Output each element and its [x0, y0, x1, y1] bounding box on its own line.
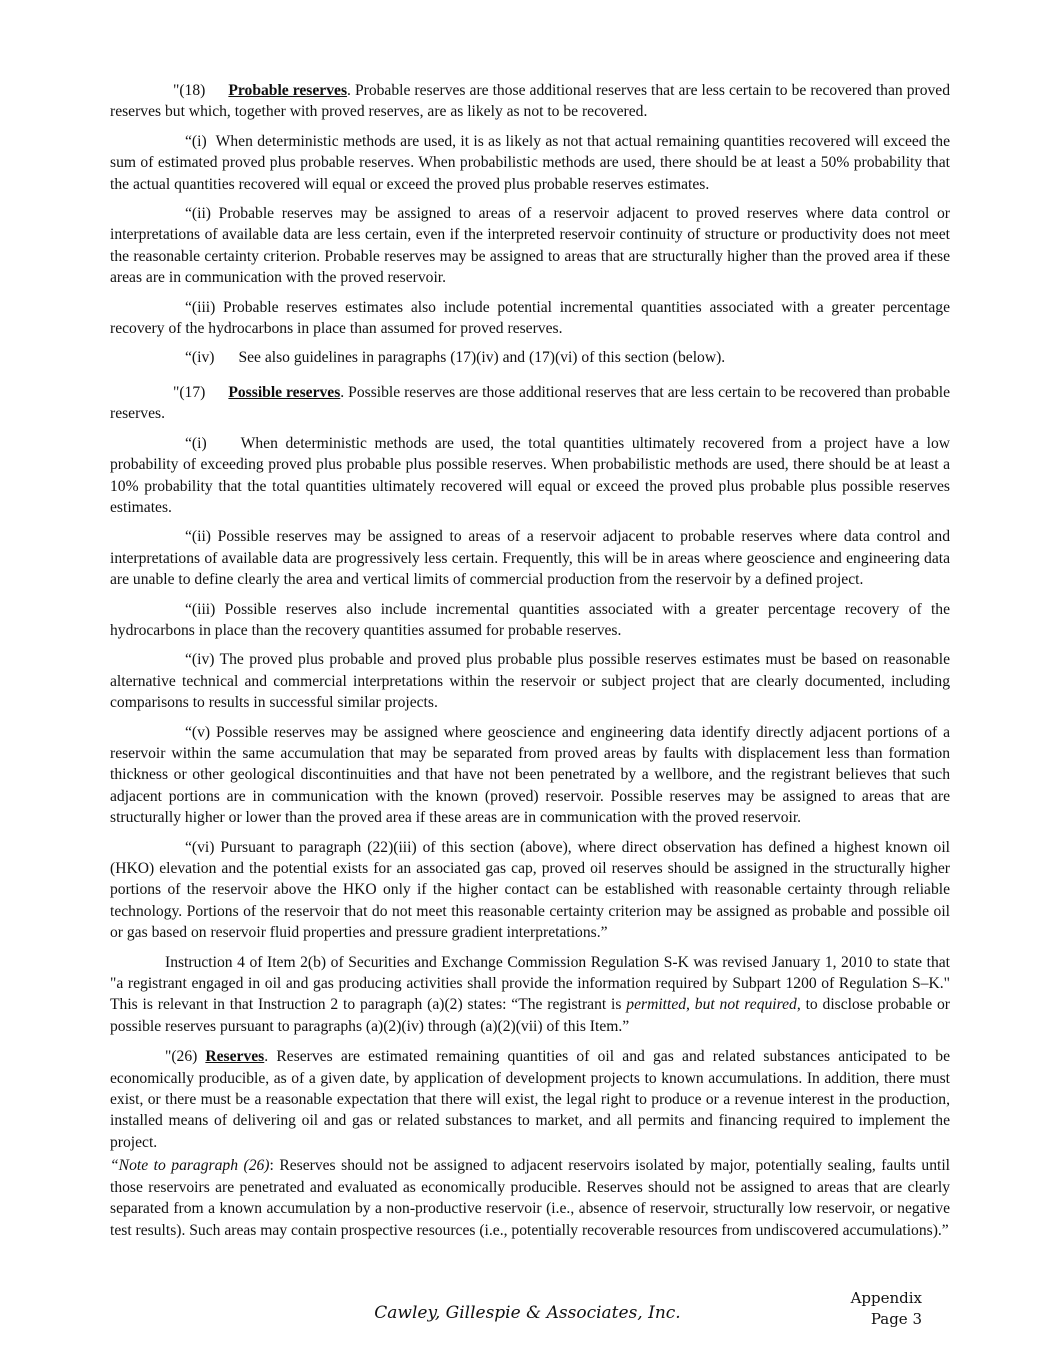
note-26-body: : Reserves should not be assigned to adjacent reservoirs isolated by major, potentially sealing, faults until those reservoirs are penetrated and evaluated as economically producible. Reserves should not be assigned to areas that are clearly separated from a known accumulation by a non-productive reservoir (i.e., absence of reservoir, structurally low reservoir, or negative test results). Such areas may contain prospective resources (i.e., potentially recoverable resources from undiscovered accumulations).” — [110, 1157, 950, 1239]
footer-appendix-block — [851, 1288, 922, 1330]
note-26-label: “Note to paragraph (26) — [110, 1157, 270, 1175]
paragraph-17-i-number: “(i) — [185, 434, 207, 452]
paragraph-26-number: "(26) — [165, 1048, 198, 1066]
paragraph-17-iii-body: “(iii) Possible reserves also include incremental quantities associated with a greater percentage recovery of the hydrocarbons in place than the recovery quantities assumed for probable reserves. — [110, 600, 950, 639]
paragraph-18-i-body: When deterministic methods are used, it is as likely as not that actual remaining quantities recovered will exceed the sum of estimated proved plus probable reserves. When probabilistic methods are used, there should be at least a 50% probability that the actual quantities recovered will equal or exceed the proved plus probable reserves estimates. — [110, 132, 950, 193]
paragraph-17 — [110, 382, 950, 425]
paragraph-17-roman-iii — [110, 599, 950, 642]
paragraph-17-body: . Possible reserves are those additional reserves that are less certain to be recovered than probable reserves. — [110, 383, 951, 423]
paragraph-17-iv-body: “(iv) The proved plus probable and proved plus probable plus possible reserves estimates must be based on reasonable alternative technical and commercial interpretations within the reservoir or subject project that are clearly documented, including comparisons to results in successful similar projects. — [110, 651, 950, 712]
paragraph-18-iv-number: “(iv) — [185, 349, 215, 367]
paragraph-18-roman-i — [110, 131, 950, 195]
document-content — [110, 80, 950, 1249]
instruction-text-after: , to disclose probable or possible reserves pursuant to paragraphs (a)(2)(iv) through (a)(2)(vii) of this Item.” — [110, 996, 950, 1035]
paragraph-17-number: "(17) — [173, 383, 206, 401]
footer-appendix-label: Appendix — [850, 1289, 922, 1307]
footer-company-name: Cawley, Gillespie & Associates, Inc. — [374, 1303, 681, 1323]
paragraph-26-heading: Reserves — [205, 1048, 265, 1066]
paragraph-18-roman-iii — [110, 297, 950, 340]
paragraph-17-v-body: “(v) Possible reserves may be assigned where geoscience and engineering data identify directly adjacent portions of a reservoir within the same accumulation that may be separated from proved areas by faults with displacement less than formation thickness or other geological discontinuities and that have not been penetrated by a wellbore, and the registrant believes that such adjacent portions are in communication with the known (proved) reservoir. Possible reserves may be assigned to areas that are structurally higher or lower than the proved area if these areas are in communication with the proved reservoir. — [110, 723, 950, 827]
paragraph-18-i-number: “(i) — [185, 132, 207, 150]
paragraph-18 — [110, 80, 950, 123]
instruction-text-italic: permitted, but not required — [626, 996, 797, 1014]
paragraph-17-roman-v — [110, 722, 950, 829]
instruction-paragraph — [110, 952, 950, 1038]
paragraph-17-roman-ii — [110, 526, 950, 590]
paragraph-17-ii-body: “(ii) Possible reserves may be assigned to areas of a reservoir adjacent to probable reserves where data control and interpretations of available data are progressively less certain. Frequently, this will be in areas where geoscience and engineering data are unable to define clearly the area and vertical limits of commercial production from the reservoir by a defined project. — [110, 528, 950, 589]
footer-page-number: Page 3 — [870, 1310, 922, 1328]
paragraph-18-number: "(18) — [173, 82, 206, 99]
paragraph-18-ii-body: “(ii) Probable reserves may be assigned to areas of a reservoir adjacent to proved reserves where data control or interpretations of available data are less certain, even if the interpreted reservoir continuity of structure or productivity does not meet the reasonable certainty criterion. Probable reserves may be assigned to areas that are structurally higher than the proved area if these areas are in communication with the proved reservoir. — [110, 205, 950, 287]
paragraph-17-i-body: When deterministic methods are used, the total quantities ultimately recovered from a project have a low probability of exceeding proved plus probable plus possible reserves. When probabilistic methods are used, there should be at least a 10% probability that the total quantities ultimately recovered will equal or exceed the proved plus probable plus possible reserves estimates. — [110, 434, 950, 516]
paragraph-18-body: . Probable reserves are those additional reserves that are less certain to be recovered than proved reserves but which, together with proved reserves, are as likely as not to be recovered. — [110, 82, 951, 121]
paragraph-18-roman-iv — [110, 347, 950, 368]
paragraph-18-roman-ii — [110, 203, 950, 289]
paragraph-18-iii-body: “(iii) Probable reserves estimates also include potential incremental quantities associated with a greater percentage recovery of the hydrocarbons in place than assumed for proved reserves. — [110, 298, 950, 338]
paragraph-26-body: . Reserves are estimated remaining quantities of oil and gas and related substances anticipated to be economically producible, as of a given date, by application of development projects to known accumulations. In addition, there must exist, or there must be a reasonable expectation that there will exist, the legal right to produce or a revenue interest in the production, installed means of delivering oil and gas or related substances to market, and all permits and financing required to implement the project. — [110, 1048, 950, 1151]
paragraph-17-heading: Possible reserves — [228, 383, 341, 401]
instruction-text-before: Instruction 4 of Item 2(b) of Securities and Exchange Commission Regulation S-K was revised January 1, 2010 to state that "a registrant engaged in oil and gas producing activities shall provide the information required by Subpart 1200 of Regulation S–K." This is relevant in that Instruction 2 to paragraph (a)(2) states: “The registrant is — [110, 953, 950, 1014]
paragraph-26 — [110, 1046, 950, 1153]
paragraph-17-vi-body: “(vi) Pursuant to paragraph (22)(iii) of this section (above), where direct observation has defined a highest known oil (HKO) elevation and the potential exists for an associated gas cap, proved oil reserves should be assigned in the structurally higher portions of the reservoir above the HKO only if the higher contact can be established with reasonable certainty through reliable technology. Portions of the reservoir that do not meet this reasonable certainty criterion may be assigned as probable and possible oil or gas based on reservoir fluid properties and pressure gradient interpretations.” — [110, 838, 950, 942]
paragraph-17-roman-vi — [110, 837, 950, 944]
paragraph-18-heading: Probable reserves — [228, 82, 348, 99]
note-to-paragraph-26 — [110, 1155, 950, 1241]
paragraph-17-roman-iv — [110, 649, 950, 713]
paragraph-17-roman-i — [110, 433, 950, 519]
paragraph-18-iv-body: See also guidelines in paragraphs (17)(iv) and (17)(vi) of this section (below). — [238, 349, 726, 367]
